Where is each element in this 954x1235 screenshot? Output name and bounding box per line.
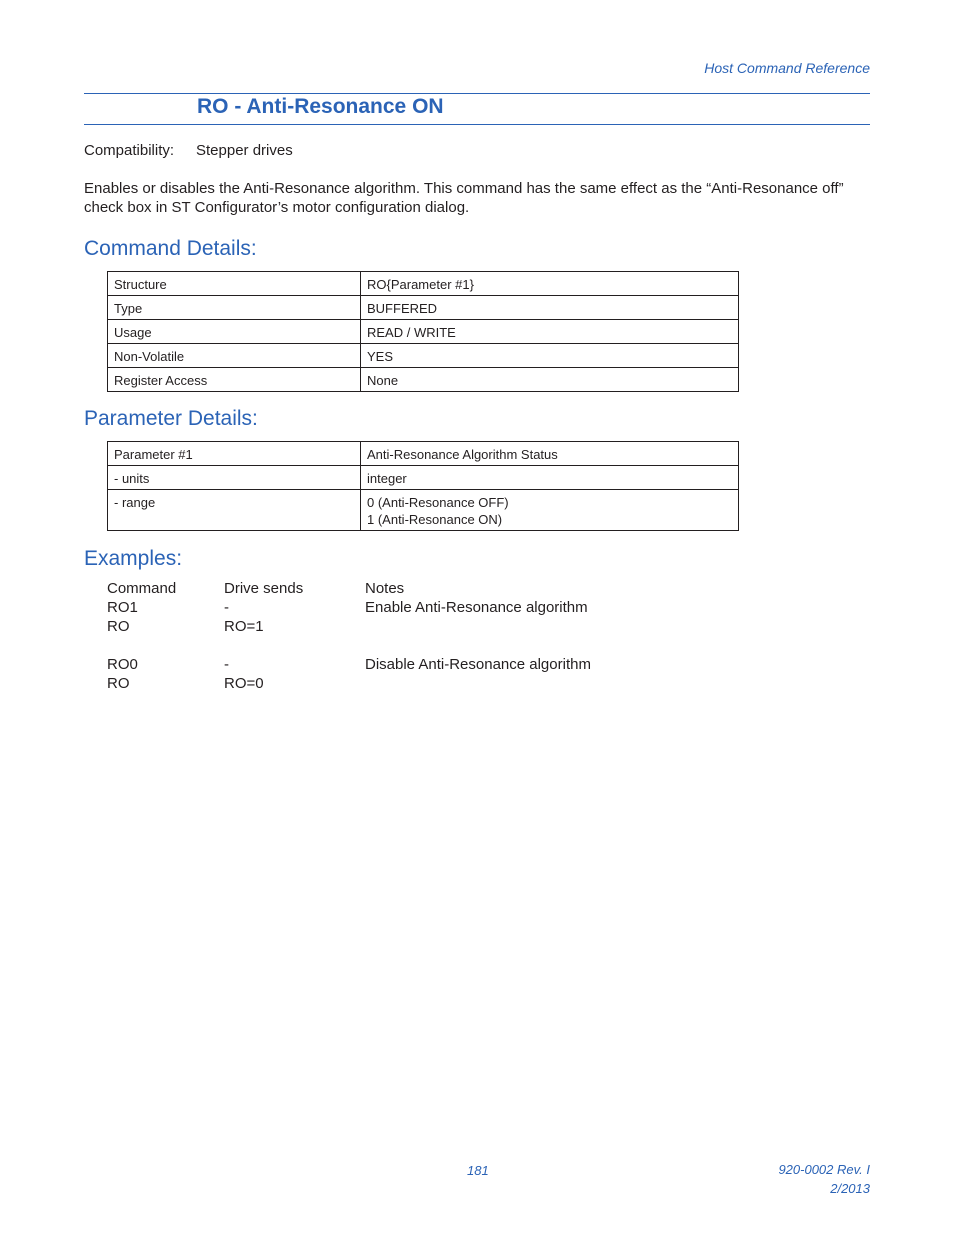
- example-notes: Disable Anti-Resonance algorithm: [365, 656, 591, 673]
- document-number: 920-0002 Rev. I: [778, 1162, 870, 1177]
- row-value: YES: [361, 344, 739, 368]
- examples-heading: Examples:: [84, 547, 183, 570]
- description: Enables or disables the Anti-Resonance algorithm. This command has the same effect as the “Anti-Resonance off” check box in ST Configurator’s motor configuration dialog.: [84, 180, 844, 216]
- parameter-details-table: [107, 441, 739, 531]
- section-title: RO - Anti-Resonance ON: [197, 95, 444, 118]
- range-value-line-2: 1 (Anti-Resonance ON): [367, 512, 503, 527]
- row-value: RO{Parameter #1}: [361, 272, 739, 296]
- compatibility: [84, 142, 293, 159]
- example-drive: RO=0: [224, 675, 264, 692]
- page-number: 181: [467, 1163, 489, 1178]
- table-row: [108, 466, 739, 490]
- row-value: Anti-Resonance Algorithm Status: [361, 442, 739, 466]
- column-header-command: Command: [107, 580, 177, 597]
- row-label: Type: [108, 296, 361, 320]
- row-value: None: [361, 368, 739, 392]
- range-value-line-1: 0 (Anti-Resonance OFF): [367, 495, 509, 510]
- example-drive: -: [224, 599, 229, 616]
- title-rule-top: [84, 93, 870, 94]
- row-label: Parameter #1: [108, 442, 361, 466]
- example-command: RO: [107, 675, 130, 692]
- example-drive: RO=1: [224, 618, 264, 635]
- table-row: [108, 368, 739, 392]
- command-details-heading: Command Details:: [84, 237, 257, 260]
- parameter-details-heading: Parameter Details:: [84, 407, 258, 430]
- table-row: [108, 490, 739, 531]
- compatibility-label: Compatibility:: [84, 142, 175, 159]
- document-date: 2/2013: [830, 1181, 870, 1196]
- title-rule-bottom: [84, 124, 870, 125]
- document-revision: [778, 1160, 870, 1198]
- example-drive: -: [224, 656, 229, 673]
- column-header-drive: Drive sends: [224, 580, 304, 597]
- row-value: integer: [361, 466, 739, 490]
- example-notes: Enable Anti-Resonance algorithm: [365, 599, 588, 616]
- table-row: [108, 296, 739, 320]
- row-value: BUFFERED: [361, 296, 739, 320]
- example-command: RO0: [107, 656, 138, 673]
- running-header: Host Command Reference: [704, 60, 870, 76]
- row-label: Non-Volatile: [108, 344, 361, 368]
- row-label: - range: [108, 490, 361, 531]
- row-label: Usage: [108, 320, 361, 344]
- row-label: Structure: [108, 272, 361, 296]
- column-header-notes: Notes: [365, 580, 405, 597]
- example-command: RO1: [107, 599, 138, 616]
- compatibility-value: Stepper drives: [196, 142, 293, 159]
- table-row: [108, 320, 739, 344]
- command-details-table: [107, 271, 739, 392]
- table-row: [108, 344, 739, 368]
- row-value: [361, 490, 739, 531]
- row-label: - units: [108, 466, 361, 490]
- table-row: [108, 442, 739, 466]
- example-command: RO: [107, 618, 130, 635]
- row-label: Register Access: [108, 368, 361, 392]
- row-value: READ / WRITE: [361, 320, 739, 344]
- table-row: [108, 272, 739, 296]
